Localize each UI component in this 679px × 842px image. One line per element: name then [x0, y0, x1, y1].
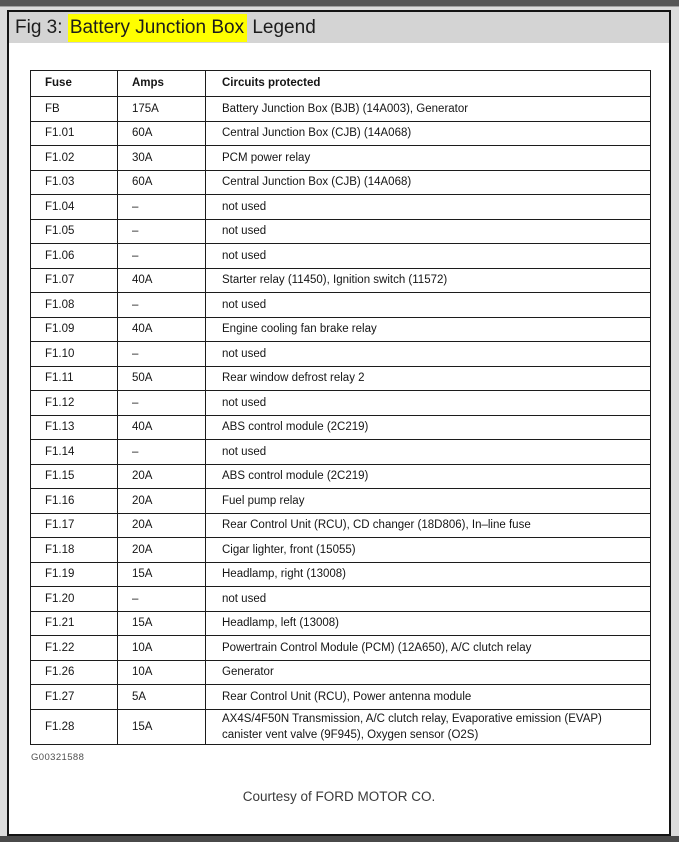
amps-cell: 40A: [118, 415, 206, 440]
fuse-table-body: [31, 97, 651, 745]
amps-cell: –: [118, 587, 206, 612]
table-row: [31, 415, 651, 440]
fuse-cell: F1.28: [31, 709, 118, 744]
table-row: [31, 121, 651, 146]
fuse-cell: F1.01: [31, 121, 118, 146]
figure-title-suffix: Legend: [247, 17, 316, 38]
amps-cell: 50A: [118, 366, 206, 391]
fuse-cell: F1.27: [31, 685, 118, 710]
table-row: [31, 97, 651, 122]
table-row: [31, 391, 651, 416]
circuits-cell: not used: [206, 587, 651, 612]
amps-cell: 20A: [118, 489, 206, 514]
table-row: [31, 366, 651, 391]
amps-cell: 15A: [118, 611, 206, 636]
table-row: [31, 660, 651, 685]
amps-cell: 30A: [118, 146, 206, 171]
circuits-cell: not used: [206, 440, 651, 465]
circuits-cell: Headlamp, left (13008): [206, 611, 651, 636]
circuits-cell: Fuel pump relay: [206, 489, 651, 514]
fuse-cell: F1.07: [31, 268, 118, 293]
column-header-fuse: Fuse: [31, 71, 118, 97]
fuse-cell: F1.13: [31, 415, 118, 440]
circuits-cell: not used: [206, 195, 651, 220]
table-row: [31, 170, 651, 195]
table-row: [31, 195, 651, 220]
fuse-cell: FB: [31, 97, 118, 122]
circuits-cell: PCM power relay: [206, 146, 651, 171]
amps-cell: 40A: [118, 317, 206, 342]
column-header-circuits: Circuits protected: [206, 71, 651, 97]
amps-cell: –: [118, 440, 206, 465]
table-row: [31, 293, 651, 318]
column-header-amps: Amps: [118, 71, 206, 97]
circuits-cell: Starter relay (11450), Ignition switch (11572): [206, 268, 651, 293]
amps-cell: 60A: [118, 170, 206, 195]
circuits-cell: not used: [206, 391, 651, 416]
amps-cell: 10A: [118, 636, 206, 661]
table-row: [31, 440, 651, 465]
fuse-cell: F1.17: [31, 513, 118, 538]
fuse-cell: F1.14: [31, 440, 118, 465]
amps-cell: 20A: [118, 513, 206, 538]
circuits-cell: Central Junction Box (CJB) (14A068): [206, 121, 651, 146]
fuse-cell: F1.02: [31, 146, 118, 171]
document-page: [7, 10, 671, 836]
table-row: [31, 268, 651, 293]
table-row: [31, 489, 651, 514]
fuse-cell: F1.16: [31, 489, 118, 514]
amps-cell: –: [118, 293, 206, 318]
fuse-cell: F1.26: [31, 660, 118, 685]
table-header-row: [31, 71, 651, 97]
table-row: [31, 244, 651, 269]
circuits-cell: not used: [206, 293, 651, 318]
circuits-cell: not used: [206, 342, 651, 367]
table-row: [31, 342, 651, 367]
amps-cell: –: [118, 244, 206, 269]
fuse-cell: F1.03: [31, 170, 118, 195]
table-row: [31, 587, 651, 612]
courtesy-note: Courtesy of FORD MOTOR CO.: [242, 788, 436, 804]
fuse-cell: F1.22: [31, 636, 118, 661]
amps-cell: 175A: [118, 97, 206, 122]
table-row: [31, 464, 651, 489]
circuits-cell: Generator: [206, 660, 651, 685]
fuse-cell: F1.18: [31, 538, 118, 563]
amps-cell: 20A: [118, 538, 206, 563]
table-row: [31, 685, 651, 710]
fuse-cell: F1.20: [31, 587, 118, 612]
figure-title-highlight: Battery Junction Box: [68, 14, 247, 42]
table-row: [31, 562, 651, 587]
table-row: [31, 513, 651, 538]
amps-cell: 40A: [118, 268, 206, 293]
table-row: [31, 538, 651, 563]
amps-cell: 15A: [118, 562, 206, 587]
circuits-cell: ABS control module (2C219): [206, 464, 651, 489]
circuits-cell: not used: [206, 244, 651, 269]
window-frame-bottom-bar: [0, 836, 679, 842]
fuse-cell: F1.04: [31, 195, 118, 220]
fuse-cell: F1.09: [31, 317, 118, 342]
figure-id: G00321588: [31, 751, 85, 763]
circuits-cell: Rear Control Unit (RCU), Power antenna module: [206, 685, 651, 710]
circuits-cell: Cigar lighter, front (15055): [206, 538, 651, 563]
amps-cell: 5A: [118, 685, 206, 710]
table-row: [31, 636, 651, 661]
amps-cell: 60A: [118, 121, 206, 146]
table-row: [31, 146, 651, 171]
fuse-cell: F1.10: [31, 342, 118, 367]
circuits-cell: Rear Control Unit (RCU), CD changer (18D806), In–line fuse: [206, 513, 651, 538]
circuits-cell: ABS control module (2C219): [206, 415, 651, 440]
amps-cell: –: [118, 219, 206, 244]
fuse-cell: F1.05: [31, 219, 118, 244]
fuse-cell: F1.08: [31, 293, 118, 318]
circuits-cell: Rear window defrost relay 2: [206, 366, 651, 391]
amps-cell: 15A: [118, 709, 206, 744]
amps-cell: 10A: [118, 660, 206, 685]
figure-title-prefix: Fig 3:: [15, 17, 68, 38]
amps-cell: –: [118, 391, 206, 416]
amps-cell: 20A: [118, 464, 206, 489]
fuse-cell: F1.11: [31, 366, 118, 391]
fuse-cell: F1.19: [31, 562, 118, 587]
fuse-cell: F1.12: [31, 391, 118, 416]
fuse-legend-table: [30, 70, 651, 745]
circuits-cell: AX4S/4F50N Transmission, A/C clutch relay, Evaporative emission (EVAP) canister vent valve (9F945), Oxygen sensor (O2S): [206, 709, 651, 744]
circuits-cell: Powertrain Control Module (PCM) (12A650), A/C clutch relay: [206, 636, 651, 661]
circuits-cell: not used: [206, 219, 651, 244]
circuits-cell: Battery Junction Box (BJB) (14A003), Generator: [206, 97, 651, 122]
table-row: [31, 219, 651, 244]
fuse-cell: F1.15: [31, 464, 118, 489]
table-row: [31, 709, 651, 744]
fuse-cell: F1.06: [31, 244, 118, 269]
figure-title-bar: [9, 12, 669, 43]
amps-cell: –: [118, 195, 206, 220]
circuits-cell: Headlamp, right (13008): [206, 562, 651, 587]
amps-cell: –: [118, 342, 206, 367]
table-row: [31, 317, 651, 342]
fuse-cell: F1.21: [31, 611, 118, 636]
window-frame-top-bar: [0, 0, 679, 7]
circuits-cell: Central Junction Box (CJB) (14A068): [206, 170, 651, 195]
table-row: [31, 611, 651, 636]
circuits-cell: Engine cooling fan brake relay: [206, 317, 651, 342]
